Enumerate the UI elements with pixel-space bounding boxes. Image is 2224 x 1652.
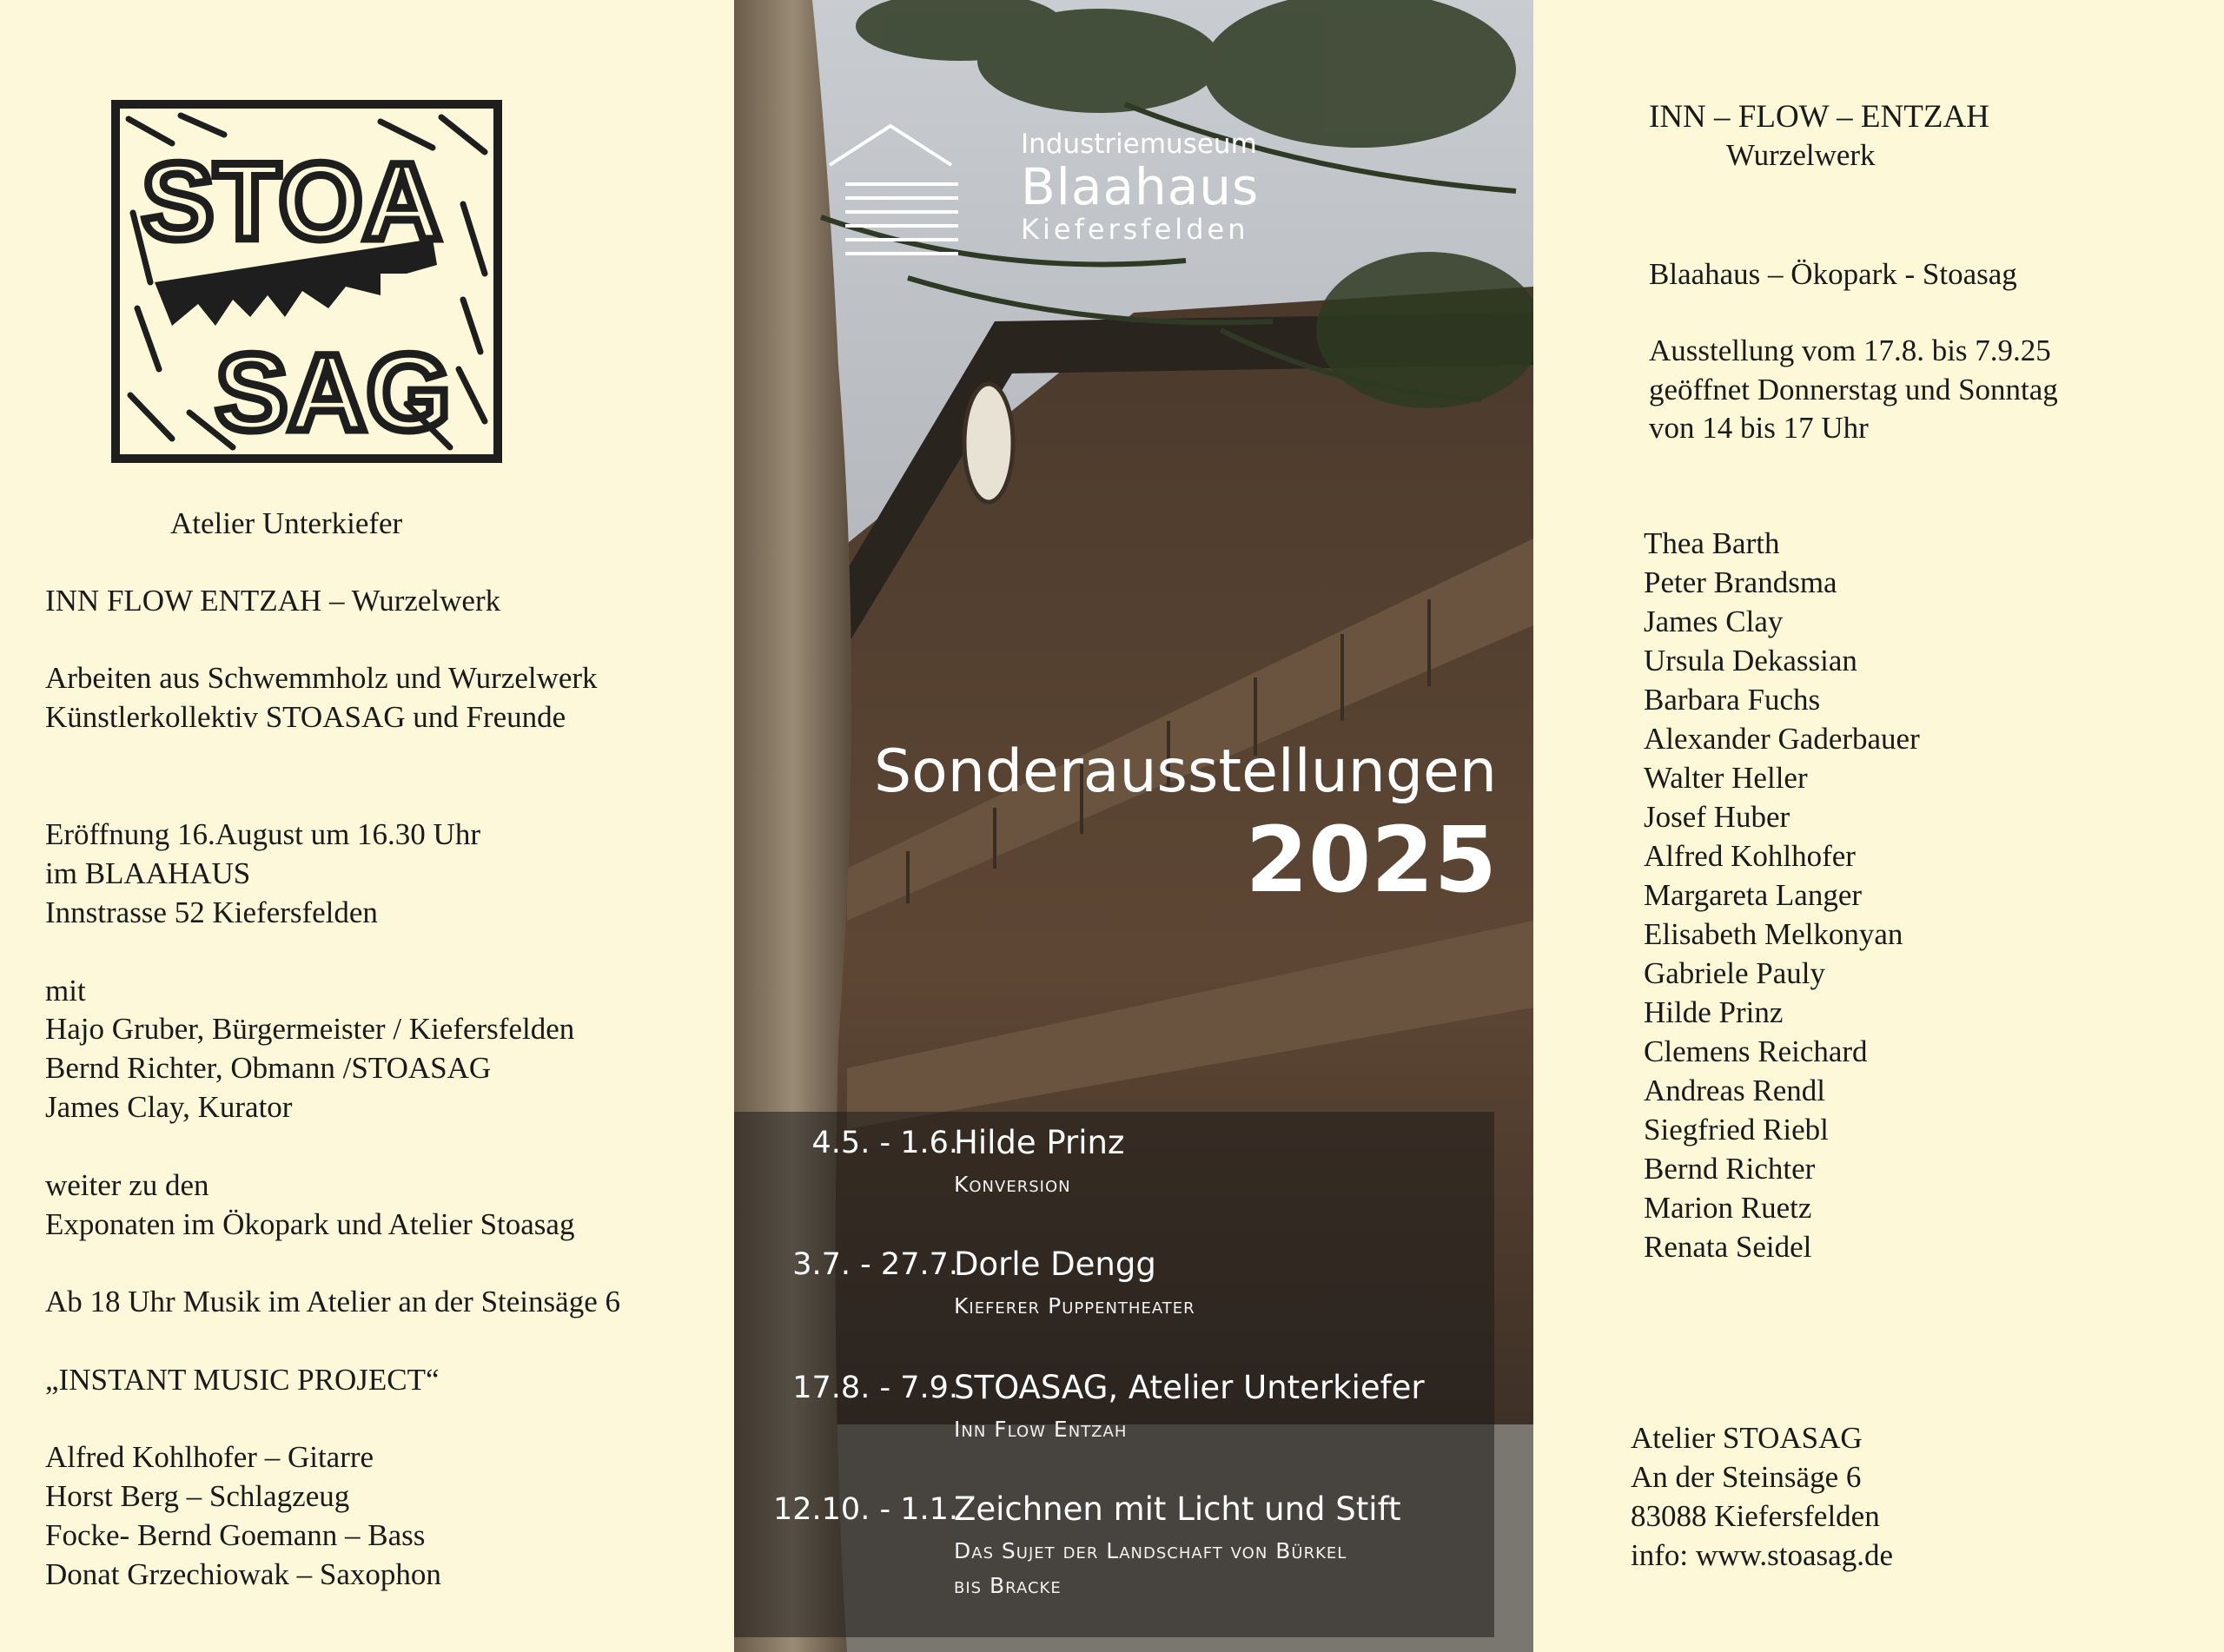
- right-heading: INN – FLOW – ENTZAH: [1649, 99, 1989, 135]
- address-line-1: Atelier STOASAG: [1631, 1421, 1863, 1455]
- opening-line-3: Innstrasse 52 Kiefersfelden: [45, 895, 378, 929]
- artist-name: Margareta Langer: [1644, 878, 1863, 912]
- weiter-line-1: weiter zu den: [45, 1168, 209, 1202]
- guest-2: Bernd Richter, Obmann /STOASAG: [45, 1051, 492, 1085]
- museum-name-line-1: Industriemuseum: [1021, 129, 1257, 160]
- left-panel: [0, 0, 734, 1652]
- artist-name: Josef Huber: [1644, 800, 1790, 834]
- headline-year: 2025: [1245, 807, 1497, 913]
- mit-label: mit: [45, 974, 86, 1008]
- artist-name: Alfred Kohlhofer: [1644, 839, 1856, 873]
- guest-3: James Clay, Kurator: [45, 1090, 293, 1124]
- event-3-subtitle: Inn Flow Entzah: [954, 1417, 1128, 1442]
- event-1-title: Hilde Prinz: [954, 1124, 1125, 1161]
- artist-name: James Clay: [1644, 605, 1784, 638]
- desc-line-1: Arbeiten aus Schwemmholz und Wurzelwerk: [45, 661, 598, 695]
- museum-name-line-2: Blaahaus: [1021, 157, 1260, 216]
- event-1-date: 4.5. - 1.6.: [811, 1126, 958, 1160]
- desc-line-2: Künstlerkollektiv STOASAG und Freunde: [45, 700, 566, 734]
- opening-line-2: im BLAAHAUS: [45, 856, 251, 890]
- museum-name: [1021, 129, 1259, 245]
- artist-name: Walter Heller: [1644, 761, 1808, 795]
- right-subheading: Wurzelwerk: [1726, 138, 1876, 172]
- museum-name-line-3: Kiefersfelden: [1021, 213, 1249, 246]
- stoasag-logo: [111, 100, 502, 463]
- opening-hours: von 14 bis 17 Uhr: [1649, 411, 1869, 445]
- guest-1: Hajo Gruber, Bürgermeister / Kiefersfelden: [45, 1012, 575, 1046]
- artist-name: Renata Seidel: [1644, 1230, 1812, 1264]
- event-4-subtitle-2: bis Bracke: [954, 1573, 1062, 1598]
- event-2-subtitle: Kieferer Puppentheater: [954, 1293, 1195, 1318]
- event-program: [734, 1112, 1494, 1637]
- artist-name: Alexander Gaderbauer: [1644, 722, 1920, 756]
- logo-text-bottom: SAG: [215, 333, 451, 453]
- headline-block: [874, 737, 1497, 912]
- artist-name: Gabriele Pauly: [1644, 956, 1825, 990]
- event-4-title: Zeichnen mit Licht und Stift: [954, 1490, 1401, 1528]
- event-4-subtitle-1: Das Sujet der Landschaft von Bürkel: [954, 1538, 1347, 1563]
- event-2-date: 3.7. - 27.7.: [792, 1247, 958, 1282]
- event-4-date: 12.10. - 1.1.: [773, 1492, 958, 1527]
- headline-title: Sonderausstellungen: [873, 737, 1497, 806]
- address-line-2: An der Steinsäge 6: [1631, 1460, 1862, 1494]
- artist-name: Clemens Reichard: [1644, 1034, 1868, 1068]
- event-1-subtitle: Konversion: [954, 1172, 1071, 1197]
- atelier-label: Atelier Unterkiefer: [170, 506, 403, 540]
- event-2-title: Dorle Dengg: [954, 1246, 1156, 1283]
- band-member-1: Alfred Kohlhofer – Gitarre: [45, 1440, 374, 1474]
- music-text: Ab 18 Uhr Musik im Atelier an der Steinsäge 6: [45, 1285, 620, 1318]
- artist-name: Andreas Rendl: [1644, 1074, 1825, 1107]
- left-title: INN FLOW ENTZAH – Wurzelwerk: [45, 584, 501, 618]
- opening-line-1: Eröffnung 16.August um 16.30 Uhr: [45, 817, 480, 851]
- opening-days: geöffnet Donnerstag und Sonntag: [1649, 373, 2058, 406]
- project-title: „INSTANT MUSIC PROJECT“: [45, 1363, 440, 1397]
- artist-list: [1644, 524, 1920, 1266]
- event-3-title: STOASAG, Atelier Unterkiefer: [954, 1369, 1425, 1406]
- artist-name: Hilde Prinz: [1644, 995, 1784, 1029]
- artist-name: Peter Brandsma: [1644, 565, 1837, 599]
- artist-name: Ursula Dekassian: [1644, 644, 1857, 677]
- band-member-3: Focke- Bernd Goemann – Bass: [45, 1518, 426, 1552]
- artist-name: Marion Ruetz: [1644, 1191, 1812, 1225]
- band-member-2: Horst Berg – Schlagzeug: [45, 1479, 350, 1513]
- address-line-3: 83088 Kiefersfelden: [1631, 1499, 1880, 1533]
- exhibition-dates: Ausstellung vom 17.8. bis 7.9.25: [1649, 334, 2051, 367]
- band-member-4: Donat Grzechiowak – Saxophon: [45, 1557, 441, 1591]
- artist-name: Siegfried Riebl: [1644, 1113, 1829, 1146]
- event-3-date: 17.8. - 7.9.: [792, 1371, 958, 1405]
- right-panel: [1533, 0, 2224, 1652]
- artist-name: Barbara Fuchs: [1644, 683, 1821, 717]
- logo-text-top: STOA: [142, 142, 441, 262]
- artist-name: Thea Barth: [1644, 526, 1780, 560]
- middle-panel: [734, 0, 1533, 1652]
- woodcut-logo-graphic: [120, 109, 493, 454]
- artist-name: Bernd Richter: [1644, 1152, 1816, 1186]
- music-line: [45, 1282, 620, 1321]
- weiter-line-2: Exponaten im Ökopark und Atelier Stoasag: [45, 1207, 575, 1241]
- places-line: Blaahaus – Ökopark - Stoasag: [1649, 257, 2017, 291]
- artist-name: Elisabeth Melkonyan: [1644, 917, 1903, 951]
- website-link[interactable]: info: www.stoasag.de: [1631, 1538, 1893, 1572]
